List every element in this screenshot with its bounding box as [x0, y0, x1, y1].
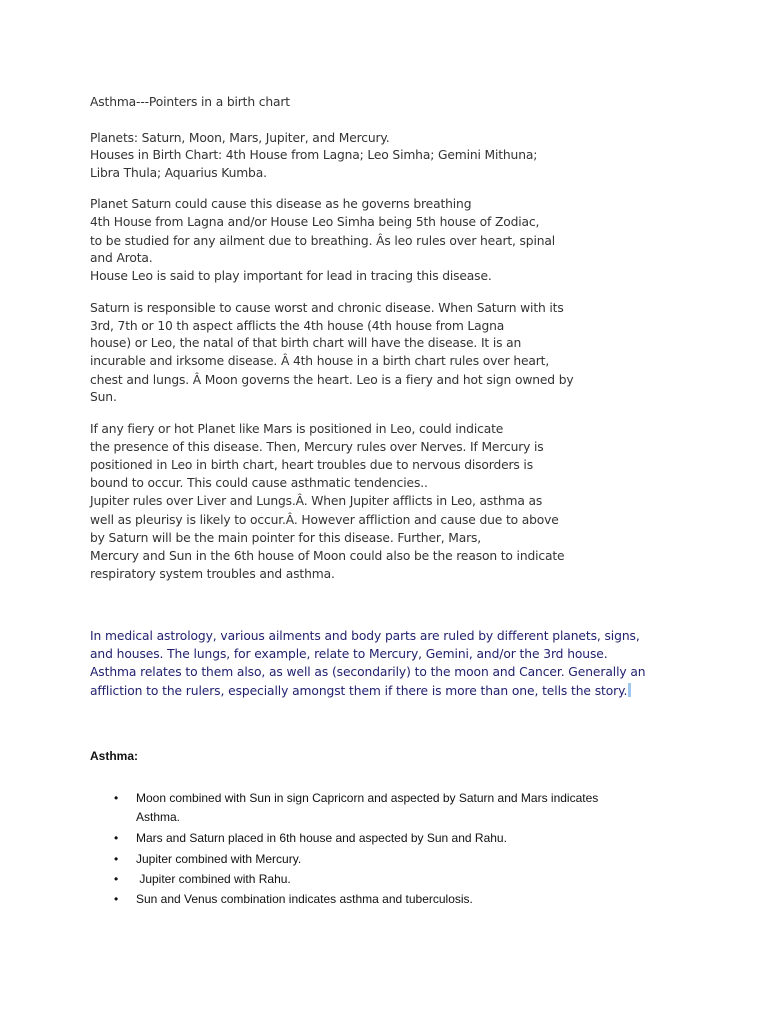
saturn-paragraph-line: Planet Saturn could cause this disease as he governs breathing	[90, 197, 472, 211]
list-item: Sun and Venus combination indicates asthma and tuberculosis.	[136, 892, 473, 906]
fiery-planet-paragraph-line: by Saturn will be the main pointer for this disease. Further, Mars,	[90, 531, 482, 545]
fiery-planet-paragraph-line: If any fiery or hot Planet like Mars is positioned in Leo, could indicate	[90, 422, 504, 436]
houses-line-continued: Libra Thula; Aquarius Kumba.	[90, 166, 267, 180]
medical-astrology-line: and houses. The lungs, for example, relate to Mercury, Gemini, and/or the 3rd house.	[90, 647, 608, 661]
chronic-paragraph-line: 3rd, 7th or 10 th aspect afflicts the 4th house (4th house from Lagna	[90, 319, 505, 333]
chronic-paragraph-line: Saturn is responsible to cause worst and chronic disease. When Saturn with its	[90, 301, 564, 315]
chronic-paragraph-line: Sun.	[90, 390, 117, 404]
asthma-heading: Asthma:	[90, 749, 139, 763]
list-item-continued: Asthma.	[136, 810, 181, 824]
list-item: Jupiter combined with Mercury.	[136, 852, 302, 866]
fiery-planet-paragraph-line: bound to occur. This could cause asthmatic tendencies..	[90, 476, 428, 490]
fiery-planet-paragraph-line: the presence of this disease. Then, Mercury rules over Nerves. If Mercury is	[90, 440, 544, 454]
list-item: Moon combined with Sun in sign Capricorn and aspected by Saturn and Mars indicates	[136, 791, 599, 805]
chronic-paragraph-line: house) or Leo, the natal of that birth chart will have the disease. It is an	[90, 336, 522, 350]
houses-line: Houses in Birth Chart: 4th House from Lagna; Leo Simha; Gemini Mithuna;	[90, 148, 538, 162]
planets-line: Planets: Saturn, Moon, Mars, Jupiter, and Mercury.	[90, 131, 390, 145]
medical-astrology-line: In medical astrology, various ailments and body parts are ruled by different planets, signs,	[90, 629, 640, 643]
bullet-icon: •	[114, 892, 119, 906]
fiery-planet-paragraph-line: Jupiter rules over Liver and Lungs.Â. When Jupiter afflicts in Leo, asthma as	[90, 494, 543, 508]
fiery-planet-paragraph-line: positioned in Leo in birth chart, heart troubles due to nervous disorders is	[90, 458, 533, 472]
bullet-icon: •	[114, 831, 119, 845]
document-title: Asthma---Pointers in a birth chart	[90, 95, 290, 109]
fiery-planet-paragraph-line: well as pleurisy is likely to occur.Â. However affliction and cause due to above	[90, 513, 559, 527]
fiery-planet-paragraph-line: respiratory system troubles and asthma.	[90, 567, 335, 581]
chronic-paragraph-line: chest and lungs. Â Moon governs the heart. Leo is a fiery and hot sign owned by	[90, 373, 574, 387]
bullet-icon: •	[114, 852, 119, 866]
list-item: Jupiter combined with Rahu.	[136, 872, 291, 886]
bullet-icon: •	[114, 791, 119, 805]
saturn-paragraph-line: and Arota.	[90, 251, 153, 265]
saturn-paragraph-line: House Leo is said to play important for lead in tracing this disease.	[90, 269, 492, 283]
text-cursor-caret	[628, 683, 631, 697]
fiery-planet-paragraph-line: Mercury and Sun in the 6th house of Moon could also be the reason to indicate	[90, 549, 565, 563]
medical-astrology-line	[90, 683, 631, 698]
bullet-icon: •	[114, 872, 119, 886]
medical-astrology-last-line-text: affliction to the rulers, especially amongst them if there is more than one, tells the story.	[90, 684, 628, 698]
list-item: Mars and Saturn placed in 6th house and aspected by Sun and Rahu.	[136, 831, 507, 845]
saturn-paragraph-line: 4th House from Lagna and/or House Leo Simha being 5th house of Zodiac,	[90, 215, 540, 229]
medical-astrology-line: Asthma relates to them also, as well as (secondarily) to the moon and Cancer. Generally an	[90, 665, 646, 679]
chronic-paragraph-line: incurable and irksome disease. Â 4th house in a birth chart rules over heart,	[90, 354, 550, 368]
saturn-paragraph-line: to be studied for any ailment due to breathing. Âs leo rules over heart, spinal	[90, 234, 556, 248]
